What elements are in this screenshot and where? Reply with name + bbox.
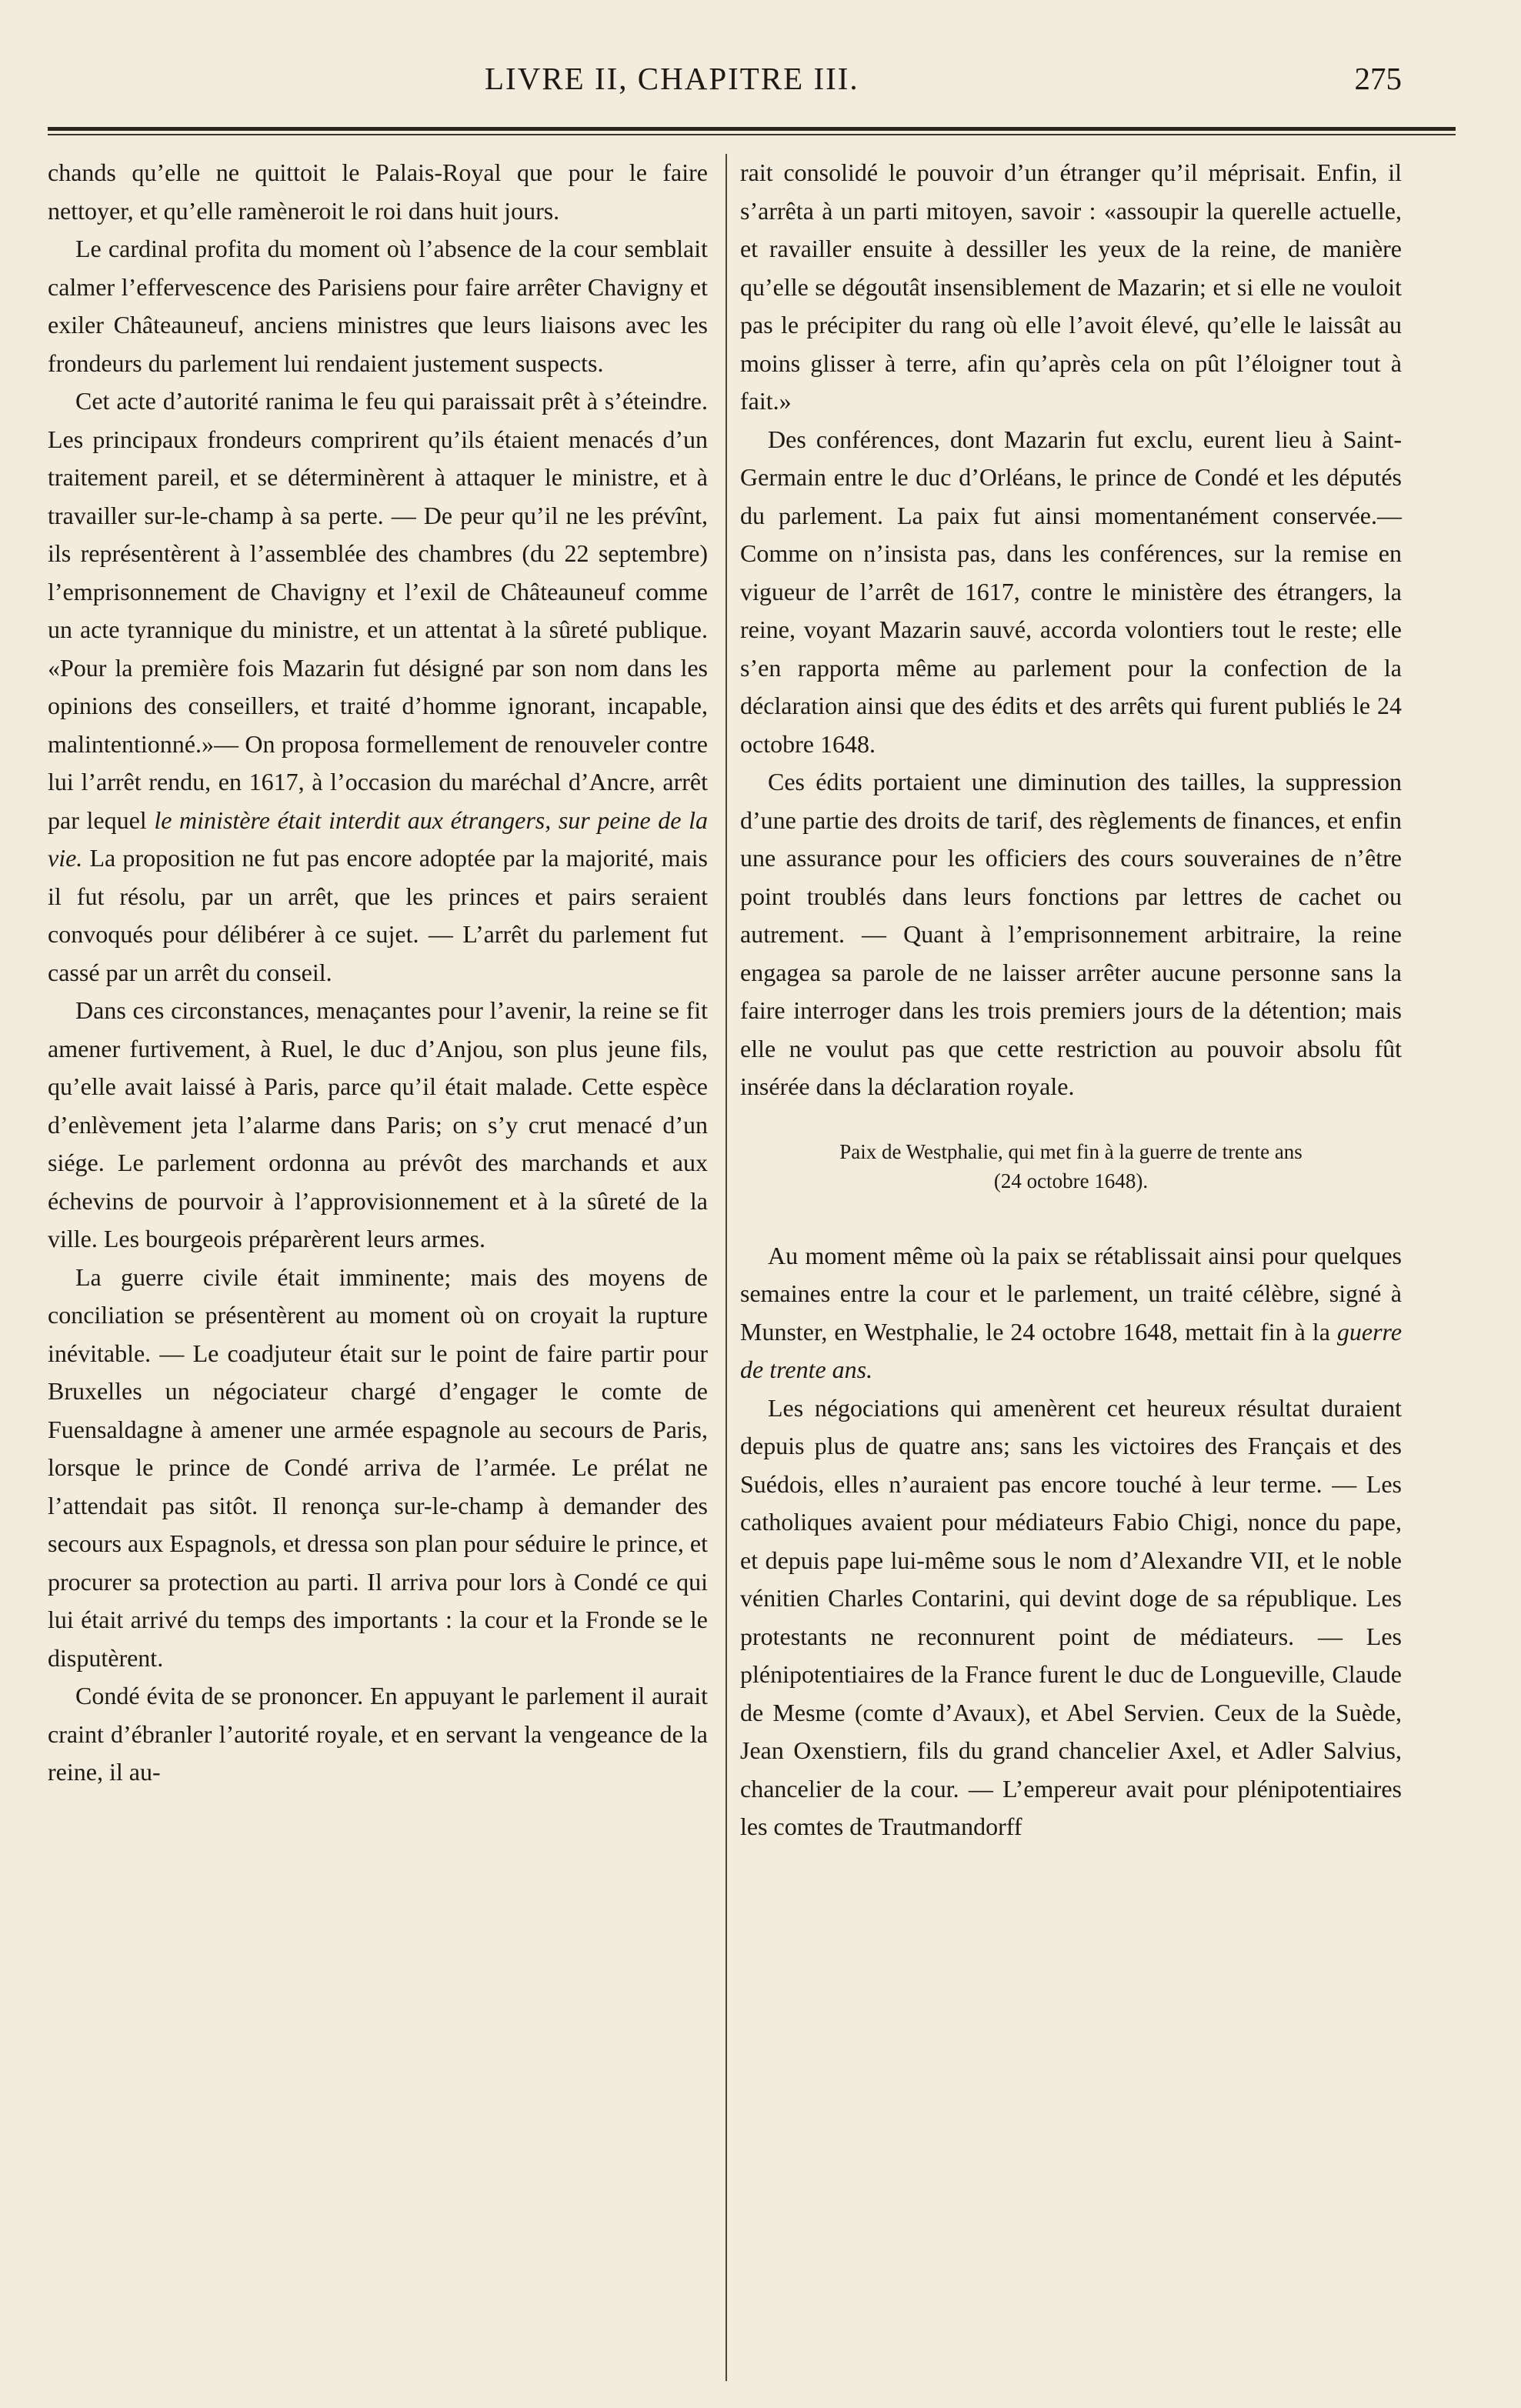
paragraph-text: Cet acte d’autorité ranima le feu qui paraissait prêt à s’éteindre. Les principaux frondeurs comprirent qu’ils étaient menacés d’un traitement pareil, et se déterminèrent à attaquer le ministre, et à travailler sur-le-champ à sa perte. — De peur qu’il ne les prévînt, ils représentèrent à l’assemblée des chambres (du 22 septembre) l’emprisonnement de Chavigny et l’exil de Châteauneuf comme un acte tyrannique du ministre, et un attentat à la sûreté publique. «Pour la première fois Mazarin fut désigné par son nom dans les opinions des conseillers, et traité d’homme ignorant, incapable, malintentionné.»— On proposa formellement de renouveler contre lui l’arrêt rendu, en 1617, à l’occasion du maréchal d’Ancre, arrêt par lequel (48, 387, 708, 834)
section-heading-line: Paix de Westphalie, qui met fin à la guerre de trente ans (839, 1139, 1303, 1163)
running-title: LIVRE II, CHAPITRE III. (485, 61, 859, 96)
paragraph: Des conférences, dont Mazarin fut exclu, eurent lieu à Saint-Germain entre le duc d’Orléans, le prince de Condé et les députés du parlement. La paix fut ainsi momentanément conservée.—Comme on n’insista pas, dans les conférences, sur la remise en vigueur de l’arrêt de 1617, contre le ministère des étrangers, la reine, voyant Mazarin sauvé, accorda volontiers tout le reste; elle s’en rapporta même au parlement pour la confection de la déclaration ainsi que des édits et des arrêts qui furent publiés le 24 octobre 1648. (740, 425, 1402, 758)
section-heading (740, 1137, 1402, 1196)
header-rule-thick (48, 127, 1456, 131)
paragraph: Dans ces circonstances, menaçantes pour l’avenir, la reine se fit amener furtivement, à Ruel, le duc d’Anjou, son plus jeune fils, qu’elle avait laissé à Paris, parce qu’il était malade. Cette espèce d’enlèvement jeta l’alarme dans Paris; on s’y crut menacé d’un siége. Le parlement ordonna au prévôt des marchands et aux échevins de pourvoir à l’approvisionnement et à la sûreté de la ville. Les bourgeois préparèrent leurs armes. (48, 996, 708, 1252)
column-divider (725, 154, 727, 2381)
paragraph: chands qu’elle ne quittoit le Palais-Royal que pour le faire nettoyer, et qu’elle ramèneroit le roi dans huit jours. (48, 158, 708, 225)
paragraph: rait consolidé le pouvoir d’un étranger qu’il méprisait. Enfin, il s’arrêta à un parti mitoyen, savoir : «assoupir la querelle actuelle, et ravailler ensuite à dessiller les yeux de la reine, de manière qu’elle se dégoutât insensiblement de Mazarin; et si elle ne vouloit pas le précipiter du rang où elle l’avoit élevé, qu’elle le laissât au moins glisser à terre, afin qu’après cela on pût l’éloigner tout à fait.» (740, 158, 1402, 415)
paragraph: La guerre civile était imminente; mais des moyens de conciliation se présentèrent au moment où on croyait la rupture inévitable. — Le coadjuteur était sur le point de faire partir pour Bruxelles un négociateur chargé d’engager le comte de Fuensaldagne à amener une armée espagnole au secours de Paris, lorsque le prince de Condé arriva de l’armée. Le prélat ne l’attendait pas sitôt. Il renonça sur-le-champ à demander des secours aux Espagnols, et dressa son plan pour séduire le prince, et procurer sa protection au parti. Il arriva pour lors à Condé ce qui lui était arrivé du temps des importants : la cour et la Fronde se le disputèrent. (48, 1262, 708, 1672)
italic-term: guerre de trente ans. (740, 1317, 1403, 1383)
paragraph-text: La proposition ne fut pas encore adoptée par la majorité, mais il fut résolu, par un arrêt, que les princes et pairs seraient convoqués pour délibérer à ce sujet. — L’arrêt du parlement fut cassé par un arrêt du conseil. (48, 844, 709, 986)
left-column (48, 154, 708, 1792)
page-header (48, 60, 1402, 106)
paragraph-text: Au moment même où la paix se rétablissait ainsi pour quelques semaines entre la cour et le parlement, un traité célèbre, signé à Munster, en Westphalie, le 24 octobre 1648, mettait fin à la (740, 1241, 1402, 1346)
paragraph (740, 1237, 1402, 1389)
section-heading-date: (24 octobre 1648). (993, 1169, 1149, 1192)
right-column (740, 154, 1402, 1846)
paragraph: Les négociations qui amenèrent cet heureux résultat duraient depuis plus de quatre ans; sans les victoires des Français et des Suédois, elles n’auraient pas encore touché à leur terme. — Les catholiques avaient pour médiateurs Fabio Chigi, nonce du pape, et depuis pape lui-même sous le nom d’Alexandre VII, et le noble vénitien Charles Contarini, qui devint doge de sa république. Les protestants ne reconnurent point de médiateurs. — Les plénipotentiaires de la France furent le duc de Longueville, Claude de Mesme (comte d’Avaux), et Abel Servien. Ceux de la Suède, Jean Oxenstiern, fils du grand chancelier Axel, et Adler Salvius, chancelier de la cour. — L’empereur avait pour plénipotentiaires les comtes de Trautmandorff (740, 1393, 1402, 1840)
paragraph: Ces édits portaient une diminution des tailles, la suppression d’une partie des droits de tarif, des règlements de finances, et enfin une assurance pour les officiers des cours souveraines de n’être point troublés dans leurs fonctions par lettres de cachet ou autrement. — Quant à l’emprisonnement arbitraire, la reine engagea sa parole de ne laisser arrêter aucune personne sans la faire interroger dans les trois premiers jours de la détention; mais elle ne voulut pas que cette restriction au pouvoir absolu fût insérée dans la déclaration royale. (740, 768, 1402, 1100)
header-rule-thin (48, 134, 1456, 135)
paragraph (48, 382, 708, 992)
paragraph: Condé évita de se prononcer. En appuyant le parlement il aurait craint d’ébranler l’autorité royale, et en servant la vengeance de la reine, il au- (48, 1682, 708, 1786)
paragraph: Le cardinal profita du moment où l’absence de la cour semblait calmer l’effervescence des Parisiens pour faire arrêter Chavigny et exiler Châteauneuf, anciens ministres que leurs liaisons avec les frondeurs du parlement lui rendaient justement suspects. (48, 235, 708, 377)
page-number: 275 (1354, 61, 1402, 96)
italic-quote: le ministère était interdit aux étrangers, sur peine de la vie. (48, 805, 709, 872)
